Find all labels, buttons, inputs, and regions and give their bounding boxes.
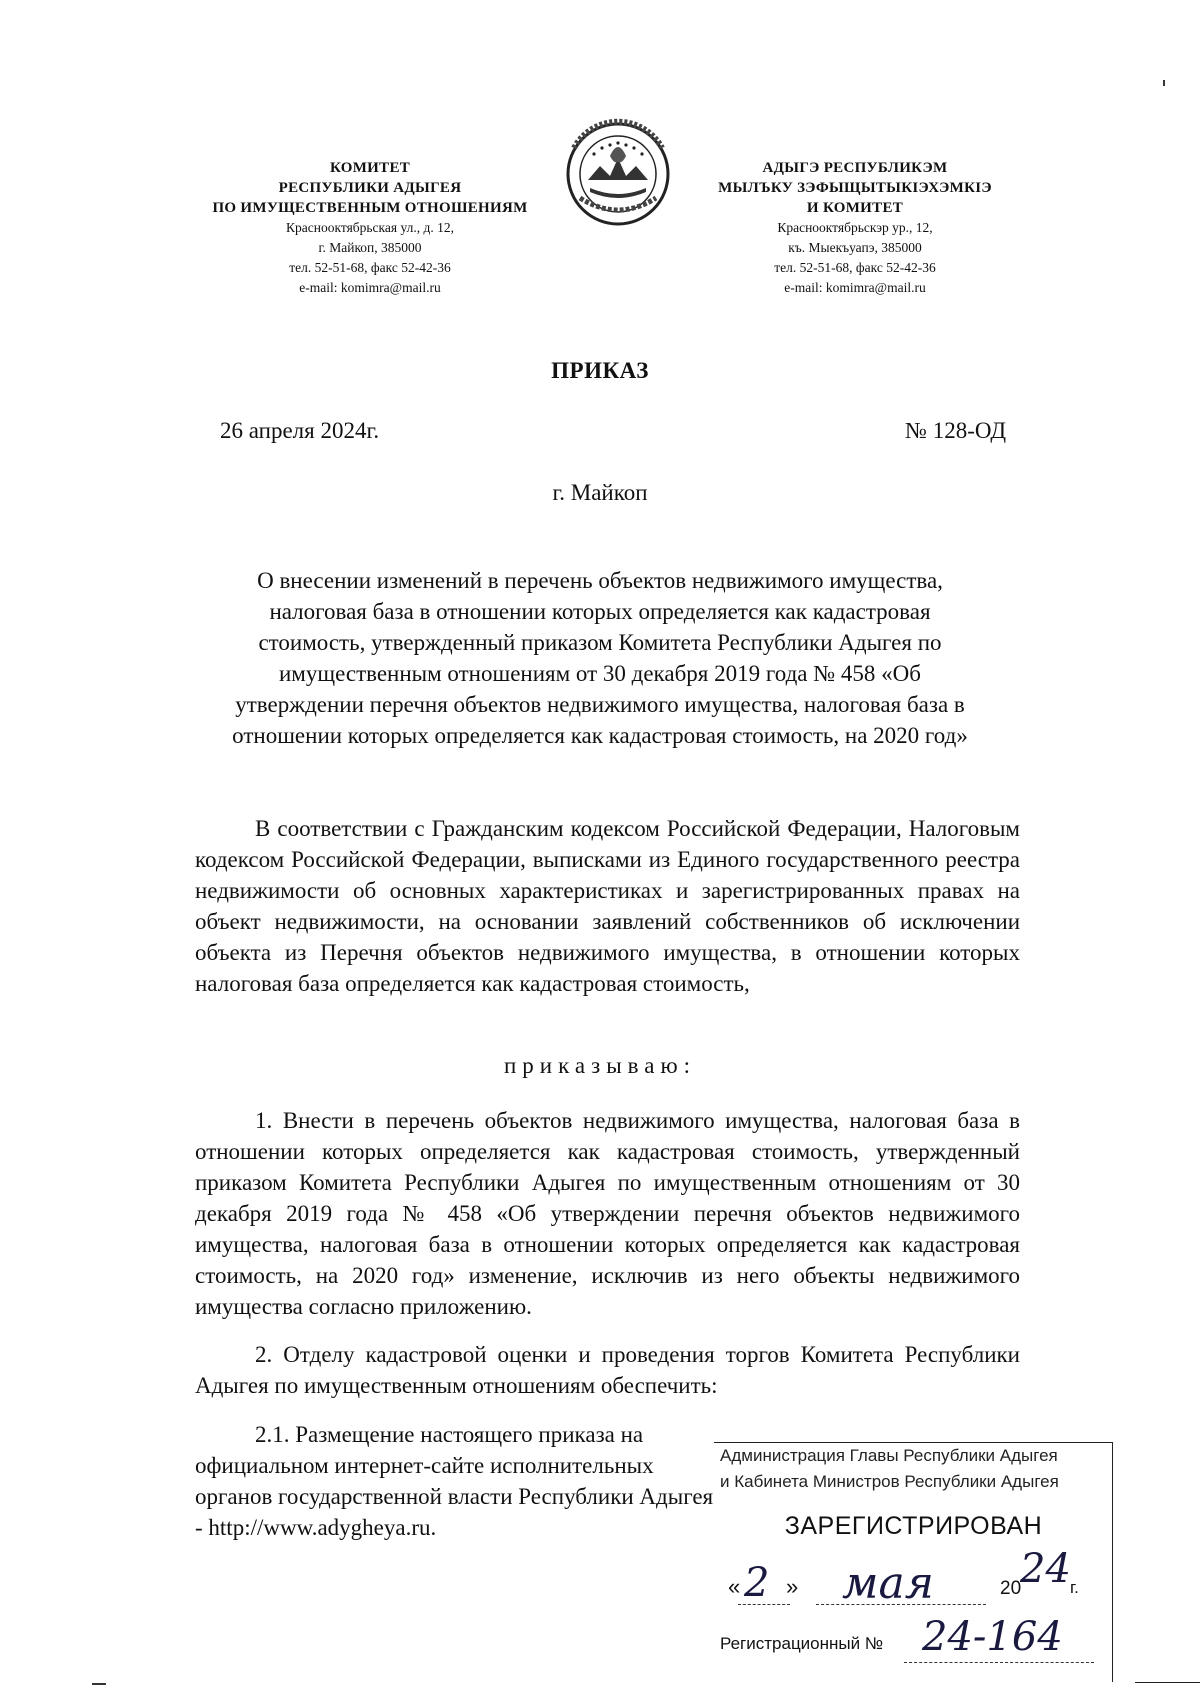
address-line: тел. 52-51-68, факс 52-42-36 xyxy=(774,260,936,275)
address-line: къ. Мыекъуапэ, 385000 xyxy=(788,240,922,255)
subject-line: утверждении перечня объектов недвижимого имущества, налоговая база в xyxy=(235,692,965,717)
order-word: приказываю: xyxy=(503,1053,697,1078)
stamp-reg-number-handwritten: 24-164 xyxy=(922,1614,1063,1660)
stamp-day-handwritten: 2 xyxy=(744,1560,770,1606)
page-edge-line xyxy=(1135,1682,1200,1683)
org-name-line: И КОМИТЕТ xyxy=(806,200,904,216)
item-2-1-paragraph: 2.1. Размещение настоящего приказа на официальном интернет-сайте исполнительных органов государственной власти Республики Адыгея - http://www.adygheya.ru. xyxy=(195,1422,714,1540)
header-left-org xyxy=(175,158,565,298)
scan-artifact xyxy=(1163,80,1165,86)
stamp-border-top xyxy=(714,1442,1113,1443)
org-name-line: МЫЛЪКУ ЗЭФЫЩЫТЫКIЭХЭМКIЭ xyxy=(718,180,992,196)
day-underline xyxy=(738,1604,790,1605)
basis-paragraph: В соответствии с Гражданским кодексом Российской Федерации, Налоговым кодексом Российской Федерации, выписками из Единого государственного реестра недвижимости об основных характеристиках и зарегистрированных правах на объект недвижимости, на основании заявлений собственников об исключении объекта из Перечня объектов недвижимого имущества, в отношении которых налоговая база определяется как кадастровая стоимость, xyxy=(195,816,1020,996)
org-name-line: КОМИТЕТ xyxy=(329,160,411,176)
stamp-dept-line: и Кабинета Министров Республики Адыгея xyxy=(720,1472,1059,1491)
email-line: e-mail: komimra@mail.ru xyxy=(299,280,441,295)
scan-artifact xyxy=(92,1683,106,1685)
stamp-border-right xyxy=(1112,1442,1113,1682)
item-2-paragraph: 2. Отделу кадастровой оценки и проведения торгов Комитета Республики Адыгея по имущественным отношениям обеспечить: xyxy=(195,1342,1020,1398)
reg-number-underline xyxy=(904,1662,1094,1663)
registration-stamp xyxy=(714,1442,1113,1682)
stamp-dept-line: Администрация Главы Республики Адыгея xyxy=(720,1446,1058,1465)
header-right-org xyxy=(690,158,1020,298)
stamp-registered-label: ЗАРЕГИСТРИРОВАН xyxy=(784,1512,1043,1540)
address-line: Краснооктябрьская ул., д. 12, xyxy=(286,220,454,235)
subject-line: стоимость, утвержденный приказом Комитета Республики Адыгея по xyxy=(258,630,942,655)
subject-line: отношении которых определяется как кадастровая стоимость, на 2020 год» xyxy=(232,723,968,748)
subject-line: О внесении изменений в перечень объектов недвижимого имущества, xyxy=(257,568,943,593)
document-date: 26 апреля 2024г. xyxy=(220,418,380,443)
stamp-date xyxy=(724,1546,1112,1620)
stamp-month-handwritten: мая xyxy=(842,1558,934,1609)
month-underline xyxy=(816,1604,986,1605)
stamp-reg-label: Регистрационный № xyxy=(720,1634,884,1653)
address-line: г. Майкоп, 385000 xyxy=(318,240,422,255)
email-line: e-mail: komimra@mail.ru xyxy=(784,280,926,295)
org-name-line: ПО ИМУЩЕСТВЕННЫМ ОТНОШЕНИЯМ xyxy=(212,200,528,216)
address-line: тел. 52-51-68, факс 52-42-36 xyxy=(289,260,451,275)
coat-of-arms-icon xyxy=(560,118,676,230)
item-1-paragraph: 1. Внести в перечень объектов недвижимого имущества, налоговая база в отношении которых определяется как кадастровая стоимость, утвержденный приказом Комитета Республики Адыгея по имущественным отношениям от 30 декабря 2019 года № 458 «Об утверждении перечня объектов недвижимого имущества, налоговая база в отношении которых определяется как кадастровая стоимость, на 2020 год» изменение, исключив из него объекты недвижимого имущества согласно приложению. xyxy=(195,1108,1020,1319)
year-prefix: 20 xyxy=(1000,1578,1022,1599)
close-quote: » xyxy=(786,1574,799,1599)
document-number: № 128-ОД xyxy=(905,418,1007,443)
stamp-year-handwritten: 24 xyxy=(1020,1546,1071,1592)
org-name-line: АДЫГЭ РЕСПУБЛИКЭМ xyxy=(762,160,948,176)
subject-line: налоговая база в отношении которых определяется как кадастровая xyxy=(269,599,931,624)
address-line: Краснооктябрьскэр ур., 12, xyxy=(777,220,933,235)
year-end: г. xyxy=(1070,1578,1079,1597)
document-title: ПРИКАЗ xyxy=(551,358,649,383)
org-name-line: РЕСПУБЛИКИ АДЫГЕЯ xyxy=(278,180,462,196)
subject-line: имущественным отношениям от 30 декабря 2019 года № 458 «Об xyxy=(279,661,921,686)
document-subject xyxy=(180,565,1020,751)
document-city: г. Майкоп xyxy=(552,480,648,505)
open-quote: « xyxy=(728,1574,741,1599)
